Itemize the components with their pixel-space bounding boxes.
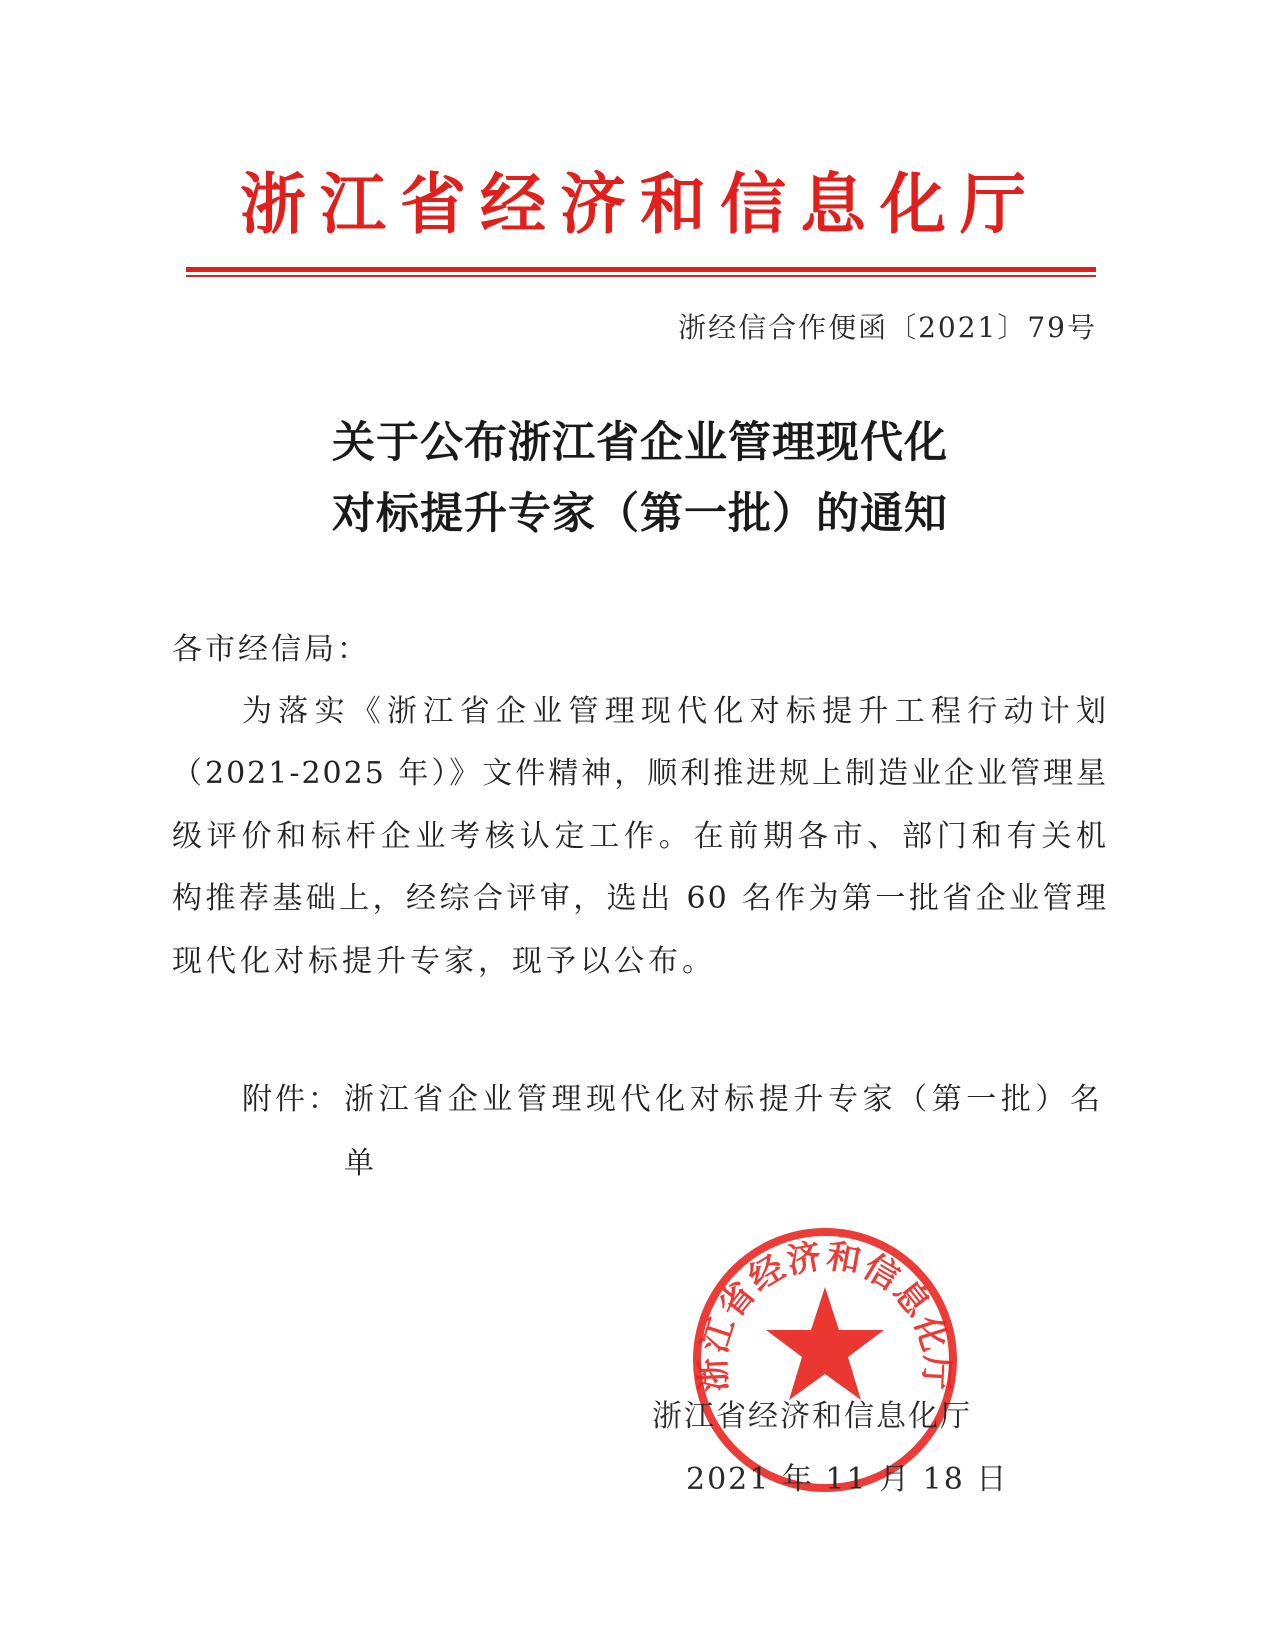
letterhead-red-rule-thin (186, 275, 1096, 277)
official-seal (690, 1225, 960, 1495)
attachment-text-line-2: 单 (344, 1146, 374, 1181)
seal-text: 浙江省经济和信息化厅 (693, 1236, 957, 1393)
signature-date: 2021 年 11 月 18 日 (686, 1462, 1009, 1497)
signature-organization: 浙江省经济和信息化厅 (652, 1399, 972, 1434)
salutation: 各市经信局： (172, 632, 370, 667)
notice-title-line-1: 关于公布浙江省企业管理现代化 (332, 418, 948, 468)
notice-title-line-2: 对标提升专家（第一批）的通知 (332, 489, 948, 539)
body-line-4: 构推荐基础上，经综合评审，选出 60 名作为第一批省企业管理 (172, 881, 1108, 916)
body-line-5: 现代化对标提升专家，现予以公布。 (172, 944, 716, 979)
body-line-2: （2021-2025 年）》文件精神，顺利推进规上制造业企业管理星 (172, 756, 1108, 791)
attachment-text-line-1: 浙江省企业管理现代化对标提升专家（第一批）名 (344, 1082, 1100, 1117)
body-line-3: 级评价和标杆企业考核认定工作。在前期各市、部门和有关机 (172, 819, 1108, 854)
body-line-1: 为落实《浙江省企业管理现代化对标提升工程行动计划 (242, 694, 1108, 729)
letterhead-red-rule-thick (186, 267, 1096, 272)
attachment-label: 附件： (242, 1082, 341, 1117)
document-number: 浙经信合作便函〔2021〕79号 (678, 311, 1097, 344)
star-icon (766, 1287, 884, 1400)
letterhead-title: 浙江省经济和信息化厅 (240, 166, 1040, 243)
